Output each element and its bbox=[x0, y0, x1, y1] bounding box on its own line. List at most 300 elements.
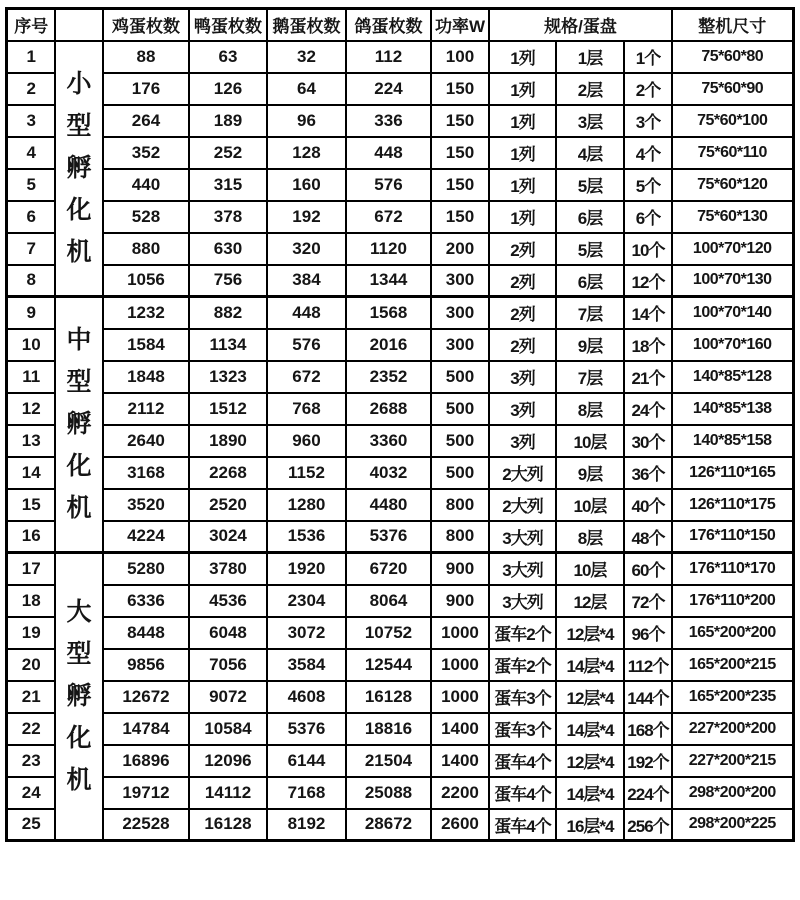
cell-spec2: 6层 bbox=[556, 265, 624, 297]
cell-chicken: 1848 bbox=[103, 361, 189, 393]
cell-spec2: 10层 bbox=[556, 489, 624, 521]
cell-goose: 960 bbox=[267, 425, 346, 457]
table-row bbox=[7, 361, 793, 393]
cell-chicken: 3168 bbox=[103, 457, 189, 489]
cell-spec2: 14层*4 bbox=[556, 649, 624, 681]
cell-chicken: 19712 bbox=[103, 777, 189, 809]
cell-goose: 160 bbox=[267, 169, 346, 201]
cell-spec3: 5个 bbox=[624, 169, 672, 201]
cell-size: 75*60*120 bbox=[672, 169, 793, 201]
cell-pigeon: 112 bbox=[346, 41, 431, 73]
cell-goose: 128 bbox=[267, 137, 346, 169]
cell-spec1: 蛋车2个 bbox=[489, 617, 556, 649]
cell-spec1: 3列 bbox=[489, 425, 556, 457]
cell-serial: 2 bbox=[7, 73, 55, 105]
cell-power: 150 bbox=[431, 169, 489, 201]
cell-power: 300 bbox=[431, 329, 489, 361]
cell-duck: 378 bbox=[189, 201, 267, 233]
cell-spec2: 5层 bbox=[556, 169, 624, 201]
cell-spec3: 4个 bbox=[624, 137, 672, 169]
cell-spec1: 蛋车4个 bbox=[489, 777, 556, 809]
machine-type-char: 中 bbox=[66, 326, 92, 354]
table-row bbox=[7, 393, 793, 425]
cell-serial: 23 bbox=[7, 745, 55, 777]
cell-size: 100*70*130 bbox=[672, 265, 793, 297]
table-row bbox=[7, 73, 793, 105]
cell-duck: 7056 bbox=[189, 649, 267, 681]
machine-type-label bbox=[55, 41, 103, 297]
cell-pigeon: 2352 bbox=[346, 361, 431, 393]
cell-spec1: 1列 bbox=[489, 201, 556, 233]
cell-serial: 10 bbox=[7, 329, 55, 361]
table-row bbox=[7, 201, 793, 233]
cell-duck: 6048 bbox=[189, 617, 267, 649]
cell-serial: 20 bbox=[7, 649, 55, 681]
column-header-goose-eggs: 鹅蛋枚数 bbox=[267, 9, 346, 41]
cell-duck: 16128 bbox=[189, 809, 267, 841]
cell-power: 2200 bbox=[431, 777, 489, 809]
column-header-serial: 序号 bbox=[7, 9, 55, 41]
cell-spec3: 256个 bbox=[624, 809, 672, 841]
cell-size: 140*85*138 bbox=[672, 393, 793, 425]
cell-chicken: 1232 bbox=[103, 297, 189, 329]
cell-power: 500 bbox=[431, 393, 489, 425]
cell-size: 227*200*200 bbox=[672, 713, 793, 745]
cell-pigeon: 2016 bbox=[346, 329, 431, 361]
cell-spec2: 10层 bbox=[556, 425, 624, 457]
cell-chicken: 440 bbox=[103, 169, 189, 201]
table-row bbox=[7, 489, 793, 521]
cell-spec1: 1列 bbox=[489, 169, 556, 201]
cell-pigeon: 672 bbox=[346, 201, 431, 233]
cell-spec1: 3列 bbox=[489, 393, 556, 425]
machine-type-char: 机 bbox=[66, 766, 92, 794]
cell-serial: 12 bbox=[7, 393, 55, 425]
cell-goose: 384 bbox=[267, 265, 346, 297]
cell-power: 1400 bbox=[431, 745, 489, 777]
cell-spec2: 6层 bbox=[556, 201, 624, 233]
table-row bbox=[7, 745, 793, 777]
cell-duck: 189 bbox=[189, 105, 267, 137]
header-row bbox=[7, 9, 793, 41]
cell-spec3: 96个 bbox=[624, 617, 672, 649]
machine-type-char: 化 bbox=[66, 452, 92, 480]
cell-goose: 8192 bbox=[267, 809, 346, 841]
cell-pigeon: 336 bbox=[346, 105, 431, 137]
cell-spec1: 2列 bbox=[489, 265, 556, 297]
cell-goose: 7168 bbox=[267, 777, 346, 809]
cell-duck: 4536 bbox=[189, 585, 267, 617]
cell-pigeon: 18816 bbox=[346, 713, 431, 745]
cell-spec2: 4层 bbox=[556, 137, 624, 169]
cell-size: 126*110*165 bbox=[672, 457, 793, 489]
cell-spec1: 蛋车3个 bbox=[489, 681, 556, 713]
table-row bbox=[7, 809, 793, 841]
machine-type-char: 机 bbox=[66, 237, 92, 266]
machine-type-char: 型 bbox=[66, 111, 92, 140]
cell-pigeon: 576 bbox=[346, 169, 431, 201]
cell-spec1: 2大列 bbox=[489, 457, 556, 489]
cell-power: 200 bbox=[431, 233, 489, 265]
table-row bbox=[7, 265, 793, 297]
cell-spec1: 蛋车4个 bbox=[489, 809, 556, 841]
cell-spec3: 10个 bbox=[624, 233, 672, 265]
cell-goose: 672 bbox=[267, 361, 346, 393]
cell-duck: 3780 bbox=[189, 553, 267, 585]
cell-spec1: 蛋车4个 bbox=[489, 745, 556, 777]
cell-serial: 16 bbox=[7, 521, 55, 553]
cell-spec1: 蛋车3个 bbox=[489, 713, 556, 745]
cell-spec3: 1个 bbox=[624, 41, 672, 73]
cell-spec2: 16层*4 bbox=[556, 809, 624, 841]
column-header-spec-tray: 规格/蛋盘 bbox=[489, 9, 672, 41]
cell-size: 75*60*80 bbox=[672, 41, 793, 73]
cell-serial: 15 bbox=[7, 489, 55, 521]
cell-spec2: 12层*4 bbox=[556, 617, 624, 649]
cell-chicken: 352 bbox=[103, 137, 189, 169]
cell-spec2: 2层 bbox=[556, 73, 624, 105]
cell-power: 900 bbox=[431, 553, 489, 585]
cell-size: 140*85*128 bbox=[672, 361, 793, 393]
cell-spec2: 14层*4 bbox=[556, 777, 624, 809]
cell-spec3: 144个 bbox=[624, 681, 672, 713]
cell-serial: 18 bbox=[7, 585, 55, 617]
cell-size: 298*200*200 bbox=[672, 777, 793, 809]
machine-type-label bbox=[55, 553, 103, 841]
cell-pigeon: 1344 bbox=[346, 265, 431, 297]
cell-power: 1000 bbox=[431, 649, 489, 681]
cell-size: 165*200*235 bbox=[672, 681, 793, 713]
table-row bbox=[7, 329, 793, 361]
cell-goose: 5376 bbox=[267, 713, 346, 745]
cell-pigeon: 3360 bbox=[346, 425, 431, 457]
cell-goose: 64 bbox=[267, 73, 346, 105]
cell-chicken: 176 bbox=[103, 73, 189, 105]
cell-duck: 756 bbox=[189, 265, 267, 297]
cell-spec1: 2列 bbox=[489, 329, 556, 361]
cell-serial: 11 bbox=[7, 361, 55, 393]
cell-spec3: 3个 bbox=[624, 105, 672, 137]
machine-type-label bbox=[55, 297, 103, 553]
cell-power: 100 bbox=[431, 41, 489, 73]
cell-power: 1000 bbox=[431, 617, 489, 649]
cell-chicken: 16896 bbox=[103, 745, 189, 777]
cell-goose: 576 bbox=[267, 329, 346, 361]
cell-goose: 1280 bbox=[267, 489, 346, 521]
cell-duck: 1134 bbox=[189, 329, 267, 361]
cell-size: 176*110*170 bbox=[672, 553, 793, 585]
cell-goose: 1152 bbox=[267, 457, 346, 489]
cell-spec3: 192个 bbox=[624, 745, 672, 777]
cell-spec2: 1层 bbox=[556, 41, 624, 73]
cell-chicken: 528 bbox=[103, 201, 189, 233]
cell-serial: 19 bbox=[7, 617, 55, 649]
cell-pigeon: 224 bbox=[346, 73, 431, 105]
cell-size: 298*200*225 bbox=[672, 809, 793, 841]
cell-size: 126*110*175 bbox=[672, 489, 793, 521]
machine-type-char: 孵 bbox=[66, 682, 92, 710]
cell-spec2: 8层 bbox=[556, 393, 624, 425]
cell-power: 1000 bbox=[431, 681, 489, 713]
table-row bbox=[7, 585, 793, 617]
cell-serial: 25 bbox=[7, 809, 55, 841]
cell-power: 500 bbox=[431, 425, 489, 457]
cell-serial: 22 bbox=[7, 713, 55, 745]
cell-duck: 14112 bbox=[189, 777, 267, 809]
cell-duck: 1890 bbox=[189, 425, 267, 457]
cell-chicken: 2640 bbox=[103, 425, 189, 457]
cell-duck: 63 bbox=[189, 41, 267, 73]
cell-spec3: 224个 bbox=[624, 777, 672, 809]
cell-pigeon: 25088 bbox=[346, 777, 431, 809]
table-body bbox=[7, 41, 793, 841]
machine-type-char: 化 bbox=[66, 195, 92, 224]
table-row bbox=[7, 681, 793, 713]
cell-spec1: 3大列 bbox=[489, 553, 556, 585]
cell-serial: 17 bbox=[7, 553, 55, 585]
machine-type-char: 小 bbox=[66, 69, 92, 98]
cell-spec2: 10层 bbox=[556, 553, 624, 585]
cell-spec1: 1列 bbox=[489, 137, 556, 169]
cell-power: 150 bbox=[431, 73, 489, 105]
column-header-machine-type bbox=[55, 9, 103, 41]
cell-spec2: 14层*4 bbox=[556, 713, 624, 745]
cell-spec3: 30个 bbox=[624, 425, 672, 457]
cell-duck: 882 bbox=[189, 297, 267, 329]
cell-pigeon: 1120 bbox=[346, 233, 431, 265]
cell-size: 100*70*140 bbox=[672, 297, 793, 329]
cell-spec1: 3列 bbox=[489, 361, 556, 393]
table-row bbox=[7, 233, 793, 265]
cell-power: 1400 bbox=[431, 713, 489, 745]
cell-size: 176*110*150 bbox=[672, 521, 793, 553]
cell-goose: 4608 bbox=[267, 681, 346, 713]
cell-spec1: 3大列 bbox=[489, 585, 556, 617]
column-header-dimensions: 整机尺寸 bbox=[672, 9, 793, 41]
cell-goose: 3072 bbox=[267, 617, 346, 649]
cell-power: 800 bbox=[431, 489, 489, 521]
cell-chicken: 88 bbox=[103, 41, 189, 73]
cell-serial: 14 bbox=[7, 457, 55, 489]
cell-goose: 1920 bbox=[267, 553, 346, 585]
cell-goose: 320 bbox=[267, 233, 346, 265]
cell-spec3: 60个 bbox=[624, 553, 672, 585]
machine-type-char: 大 bbox=[66, 598, 92, 626]
cell-duck: 12096 bbox=[189, 745, 267, 777]
table-row bbox=[7, 137, 793, 169]
table-row bbox=[7, 457, 793, 489]
cell-serial: 4 bbox=[7, 137, 55, 169]
cell-duck: 3024 bbox=[189, 521, 267, 553]
cell-size: 165*200*200 bbox=[672, 617, 793, 649]
cell-chicken: 264 bbox=[103, 105, 189, 137]
cell-serial: 3 bbox=[7, 105, 55, 137]
cell-size: 176*110*200 bbox=[672, 585, 793, 617]
cell-size: 75*60*130 bbox=[672, 201, 793, 233]
table-row bbox=[7, 521, 793, 553]
table-row bbox=[7, 41, 793, 73]
cell-spec1: 1列 bbox=[489, 105, 556, 137]
cell-duck: 10584 bbox=[189, 713, 267, 745]
cell-serial: 13 bbox=[7, 425, 55, 457]
cell-power: 800 bbox=[431, 521, 489, 553]
cell-goose: 3584 bbox=[267, 649, 346, 681]
cell-chicken: 2112 bbox=[103, 393, 189, 425]
cell-pigeon: 28672 bbox=[346, 809, 431, 841]
cell-power: 2600 bbox=[431, 809, 489, 841]
machine-type-char: 机 bbox=[66, 494, 92, 522]
cell-duck: 1323 bbox=[189, 361, 267, 393]
cell-spec3: 112个 bbox=[624, 649, 672, 681]
cell-duck: 126 bbox=[189, 73, 267, 105]
table-row bbox=[7, 169, 793, 201]
cell-power: 500 bbox=[431, 457, 489, 489]
cell-spec2: 8层 bbox=[556, 521, 624, 553]
cell-spec3: 24个 bbox=[624, 393, 672, 425]
cell-spec1: 蛋车2个 bbox=[489, 649, 556, 681]
column-header-duck-eggs: 鸭蛋枚数 bbox=[189, 9, 267, 41]
column-header-power: 功率W bbox=[431, 9, 489, 41]
table-row bbox=[7, 713, 793, 745]
cell-spec3: 48个 bbox=[624, 521, 672, 553]
cell-spec3: 168个 bbox=[624, 713, 672, 745]
cell-chicken: 14784 bbox=[103, 713, 189, 745]
cell-duck: 2520 bbox=[189, 489, 267, 521]
cell-pigeon: 4480 bbox=[346, 489, 431, 521]
machine-type-char: 型 bbox=[66, 640, 92, 668]
cell-pigeon: 6720 bbox=[346, 553, 431, 585]
cell-chicken: 4224 bbox=[103, 521, 189, 553]
cell-power: 150 bbox=[431, 137, 489, 169]
cell-size: 140*85*158 bbox=[672, 425, 793, 457]
column-header-pigeon-eggs: 鸽蛋枚数 bbox=[346, 9, 431, 41]
cell-spec2: 12层 bbox=[556, 585, 624, 617]
cell-spec3: 40个 bbox=[624, 489, 672, 521]
cell-chicken: 5280 bbox=[103, 553, 189, 585]
machine-type-char: 型 bbox=[66, 368, 92, 396]
cell-goose: 6144 bbox=[267, 745, 346, 777]
cell-spec1: 2大列 bbox=[489, 489, 556, 521]
cell-spec1: 2列 bbox=[489, 233, 556, 265]
table-row bbox=[7, 553, 793, 585]
cell-power: 150 bbox=[431, 201, 489, 233]
cell-goose: 768 bbox=[267, 393, 346, 425]
cell-spec2: 12层*4 bbox=[556, 745, 624, 777]
cell-chicken: 1056 bbox=[103, 265, 189, 297]
cell-spec3: 12个 bbox=[624, 265, 672, 297]
machine-type-char: 孵 bbox=[66, 410, 92, 438]
cell-chicken: 12672 bbox=[103, 681, 189, 713]
cell-power: 300 bbox=[431, 297, 489, 329]
cell-serial: 8 bbox=[7, 265, 55, 297]
table-row bbox=[7, 425, 793, 457]
cell-pigeon: 5376 bbox=[346, 521, 431, 553]
cell-duck: 630 bbox=[189, 233, 267, 265]
cell-size: 75*60*100 bbox=[672, 105, 793, 137]
cell-pigeon: 21504 bbox=[346, 745, 431, 777]
cell-serial: 21 bbox=[7, 681, 55, 713]
cell-serial: 5 bbox=[7, 169, 55, 201]
table-row bbox=[7, 649, 793, 681]
cell-spec3: 6个 bbox=[624, 201, 672, 233]
cell-spec3: 36个 bbox=[624, 457, 672, 489]
cell-spec3: 21个 bbox=[624, 361, 672, 393]
cell-size: 100*70*120 bbox=[672, 233, 793, 265]
cell-size: 165*200*215 bbox=[672, 649, 793, 681]
cell-goose: 448 bbox=[267, 297, 346, 329]
cell-power: 150 bbox=[431, 105, 489, 137]
cell-power: 500 bbox=[431, 361, 489, 393]
cell-pigeon: 10752 bbox=[346, 617, 431, 649]
cell-duck: 252 bbox=[189, 137, 267, 169]
cell-spec3: 18个 bbox=[624, 329, 672, 361]
cell-serial: 24 bbox=[7, 777, 55, 809]
cell-size: 75*60*110 bbox=[672, 137, 793, 169]
cell-size: 227*200*215 bbox=[672, 745, 793, 777]
cell-serial: 6 bbox=[7, 201, 55, 233]
cell-goose: 192 bbox=[267, 201, 346, 233]
cell-spec1: 1列 bbox=[489, 73, 556, 105]
cell-spec2: 3层 bbox=[556, 105, 624, 137]
table-row bbox=[7, 297, 793, 329]
cell-spec1: 3大列 bbox=[489, 521, 556, 553]
cell-chicken: 6336 bbox=[103, 585, 189, 617]
machine-type-char: 孵 bbox=[66, 153, 92, 182]
cell-serial: 7 bbox=[7, 233, 55, 265]
incubator-spec-table bbox=[5, 7, 794, 842]
cell-spec3: 72个 bbox=[624, 585, 672, 617]
cell-goose: 32 bbox=[267, 41, 346, 73]
cell-chicken: 3520 bbox=[103, 489, 189, 521]
cell-duck: 1512 bbox=[189, 393, 267, 425]
cell-pigeon: 448 bbox=[346, 137, 431, 169]
cell-goose: 96 bbox=[267, 105, 346, 137]
machine-type-char: 化 bbox=[66, 724, 92, 752]
cell-chicken: 8448 bbox=[103, 617, 189, 649]
cell-duck: 9072 bbox=[189, 681, 267, 713]
table-row bbox=[7, 777, 793, 809]
cell-power: 900 bbox=[431, 585, 489, 617]
cell-chicken: 1584 bbox=[103, 329, 189, 361]
cell-chicken: 9856 bbox=[103, 649, 189, 681]
table-row bbox=[7, 617, 793, 649]
cell-spec2: 12层*4 bbox=[556, 681, 624, 713]
cell-spec2: 9层 bbox=[556, 329, 624, 361]
cell-pigeon: 16128 bbox=[346, 681, 431, 713]
column-header-chicken-eggs: 鸡蛋枚数 bbox=[103, 9, 189, 41]
cell-pigeon: 12544 bbox=[346, 649, 431, 681]
cell-spec2: 7层 bbox=[556, 297, 624, 329]
table-row bbox=[7, 105, 793, 137]
cell-pigeon: 8064 bbox=[346, 585, 431, 617]
cell-spec2: 9层 bbox=[556, 457, 624, 489]
cell-goose: 2304 bbox=[267, 585, 346, 617]
cell-duck: 315 bbox=[189, 169, 267, 201]
cell-pigeon: 1568 bbox=[346, 297, 431, 329]
cell-spec3: 14个 bbox=[624, 297, 672, 329]
cell-goose: 1536 bbox=[267, 521, 346, 553]
cell-spec1: 1列 bbox=[489, 41, 556, 73]
cell-spec2: 5层 bbox=[556, 233, 624, 265]
cell-power: 300 bbox=[431, 265, 489, 297]
cell-pigeon: 4032 bbox=[346, 457, 431, 489]
cell-serial: 9 bbox=[7, 297, 55, 329]
cell-chicken: 22528 bbox=[103, 809, 189, 841]
cell-spec1: 2列 bbox=[489, 297, 556, 329]
cell-size: 100*70*160 bbox=[672, 329, 793, 361]
cell-spec2: 7层 bbox=[556, 361, 624, 393]
cell-chicken: 880 bbox=[103, 233, 189, 265]
